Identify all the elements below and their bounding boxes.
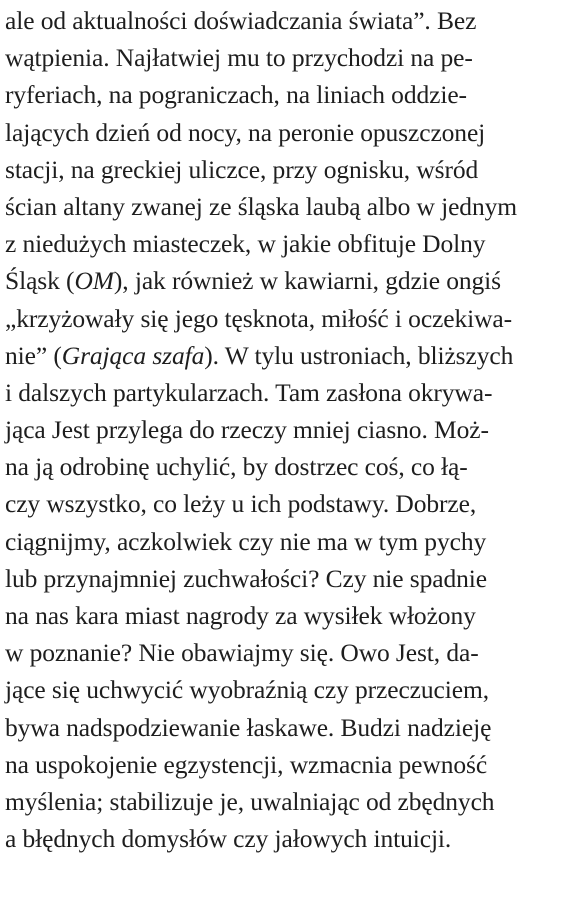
text-segment: na nas kara miast nagrody za wysiłek włożony xyxy=(5,601,476,630)
text-line xyxy=(5,337,565,374)
text-line xyxy=(5,411,565,448)
text-segment: wątpienia. Najłatwiej mu to przychodzi na pe- xyxy=(5,43,473,73)
text-line xyxy=(5,560,565,597)
text-segment: ryferiach, na pograniczach, na liniach oddzie- xyxy=(5,80,467,110)
text-line xyxy=(5,2,565,39)
text-line xyxy=(5,151,565,188)
text-line xyxy=(5,188,565,225)
text-segment: myślenia; stabilizuje je, uwalniając od zbędnych xyxy=(5,786,495,816)
text-segment: ). W tylu ustroniach, bliższych xyxy=(204,340,514,370)
text-line xyxy=(5,523,565,560)
text-segment: Śląsk ( xyxy=(5,266,75,296)
italic-title: Grająca szafa xyxy=(61,340,205,370)
text-segment: jące się uchwycić wyobraźnią czy przeczuciem, xyxy=(5,675,489,705)
text-segment: bywa nadspodziewanie łaskawe. Budzi nadzieję xyxy=(5,712,492,742)
text-segment: jąca Jest przylega do rzeczy mniej ciasno. Moż- xyxy=(5,415,489,445)
text-segment: „krzyżowały się jego tęsknota, miłość i oczekiwa- xyxy=(5,303,513,333)
text-line xyxy=(5,634,565,671)
text-line xyxy=(5,485,565,522)
text-segment: stacji, na greckiej uliczce, przy ognisku, wśród xyxy=(5,154,479,184)
text-segment: z niedużych miasteczek, w jakie obfituje Dolny xyxy=(5,229,486,259)
text-segment: ścian altany zwanej ze śląska laubą albo w jednym xyxy=(5,191,517,221)
text-segment: nie” ( xyxy=(5,340,62,370)
italic-title: OM xyxy=(74,266,114,296)
text-line xyxy=(5,300,565,337)
text-segment: a błędnych domysłów czy jałowych intuicji. xyxy=(5,824,452,854)
text-segment: ), jak również w kawiarni, gdzie ongiś xyxy=(113,266,501,296)
body-text xyxy=(5,2,565,857)
text-line xyxy=(5,76,565,113)
text-segment: i dalszych partykularzach. Tam zasłona okrywa- xyxy=(5,377,493,407)
text-segment: na ją odrobinę uchylić, by dostrzec coś, co łą- xyxy=(5,452,468,482)
text-line xyxy=(5,820,565,857)
text-line xyxy=(5,783,565,820)
text-segment: na uspokojenie egzystencji, wzmacnia pewność xyxy=(5,749,488,779)
text-line xyxy=(5,262,565,299)
text-line xyxy=(5,225,565,262)
text-segment: lub przynajmniej zuchwałości? Czy nie spadnie xyxy=(5,563,487,593)
text-line xyxy=(5,746,565,783)
text-segment: czy wszystko, co leży u ich podstawy. Dobrze, xyxy=(5,489,477,519)
text-segment: ciągnijmy, aczkolwiek czy nie ma w tym pychy xyxy=(5,526,487,556)
text-line xyxy=(5,39,565,76)
text-line xyxy=(5,671,565,708)
text-line xyxy=(5,374,565,411)
text-segment: ale od aktualności doświadczania świata”. Bez xyxy=(5,6,477,35)
text-line xyxy=(5,709,565,746)
text-line xyxy=(5,597,565,634)
text-segment: w poznanie? Nie obawiajmy się. Owo Jest, da- xyxy=(5,638,479,668)
text-line xyxy=(5,448,565,485)
text-segment: lających dzień od nocy, na peronie opuszczonej xyxy=(5,117,486,147)
text-line xyxy=(5,114,565,151)
